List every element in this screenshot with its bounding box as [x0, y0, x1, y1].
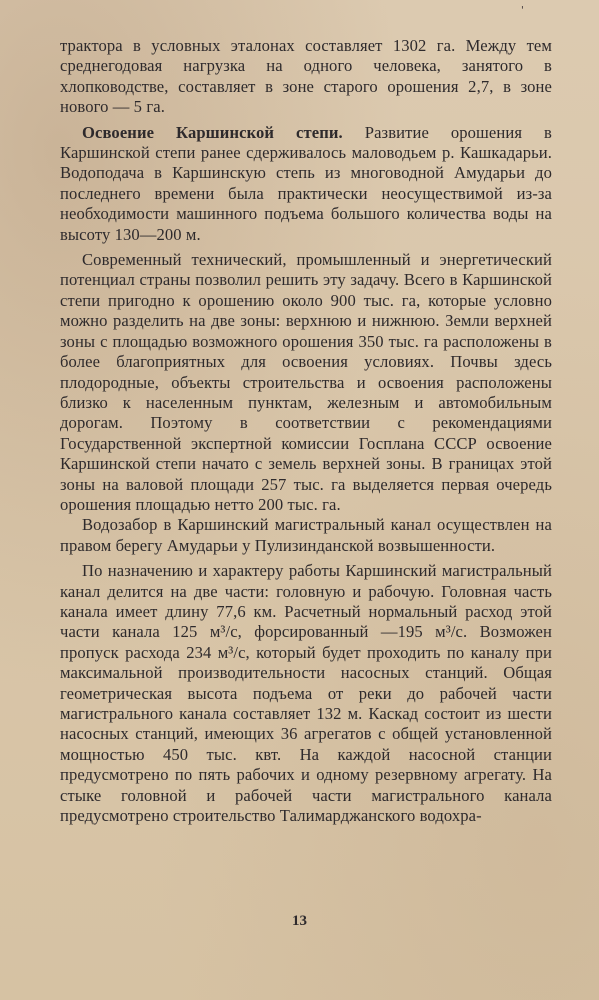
paragraph-2 [60, 123, 552, 245]
paragraph-1 [60, 36, 552, 118]
paragraph-2-text: Развитие орошения в Каршинской степи ранее сдерживалось маловодьем р. Кашкадарьи. Водоподача в Каршинскую степь из многоводной Амударьи до последнего времени была практически неосуществимой из-за необходимости машинного подъема большого количества воды на высоту 130—200 м. [60, 122, 552, 244]
paragraph-3 [60, 250, 552, 515]
paragraph-5-text: По назначению и характеру работы Каршинский магистральный канал делится на две части: головную и рабочую. Головная часть канала имеет длину 77,6 км. Расчетный нормальный расход этой части канала 125 м³/с, форсированный —195 м³/с. Возможен пропуск расхода 234 м³/с, который будет проходить по каналу при максимальной производительности насосных станций. Общая геометрическая высота подъема от реки до рабочей части магистрального канала составляет 132 м. Каскад состоит из шести насосных станций, имеющих 36 агрегатов с общей установленной мощностью 450 тыс. квт. На каждой насосной станции предусмотрено по пять рабочих и одному резервному агрегату. На стыке головной и рабочей части магистрального канала предусмотрено строительство Талимарджанского водохра- [60, 561, 552, 826]
corner-mark: ' [521, 5, 524, 16]
paragraph-1-text: трактора в условных эталонах составляет 1302 га. Между тем среднегодовая нагрузка на одного человека, занятого в хлопководстве, составляет в зоне старого орошения 2,7, в зоне нового — 5 га. [60, 36, 552, 117]
section-heading: Освоение Каршинской степи. [82, 122, 343, 142]
paragraph-4 [60, 515, 552, 556]
paragraph-3-text: Современный технический, промышленный и энергетический потенциал страны позволил решить эту задачу. Всего в Каршинской степи пригодно к орошению около 900 тыс. га, которые условно можно разделить на две зоны: верхнюю и нижнюю. Земли верхней зоны с площадью возможного орошения 350 тыс. га расположены в более благоприятных для освоения условиях. Почвы здесь плодородные, объекты строительства и освоения расположены близко к населенным пунктам, железным и автомобильным дорогам. Поэтому в соответствии с рекомендациями Государственной экспертной комиссии Госплана СССР освоение Каршинской степи начато с земель верхней зоны. В границах этой зоны на валовой площади 257 тыс. га выделяется первая очередь орошения площадью нетто 200 тыс. га. [60, 250, 552, 514]
page-number: 13 [292, 913, 307, 929]
paragraph-4-text: Водозабор в Каршинский магистральный канал осуществлен на правом берегу Амударьи у Пулизинданской возвышенности. [60, 515, 552, 555]
body-text [60, 36, 552, 826]
paragraph-5 [60, 561, 552, 826]
